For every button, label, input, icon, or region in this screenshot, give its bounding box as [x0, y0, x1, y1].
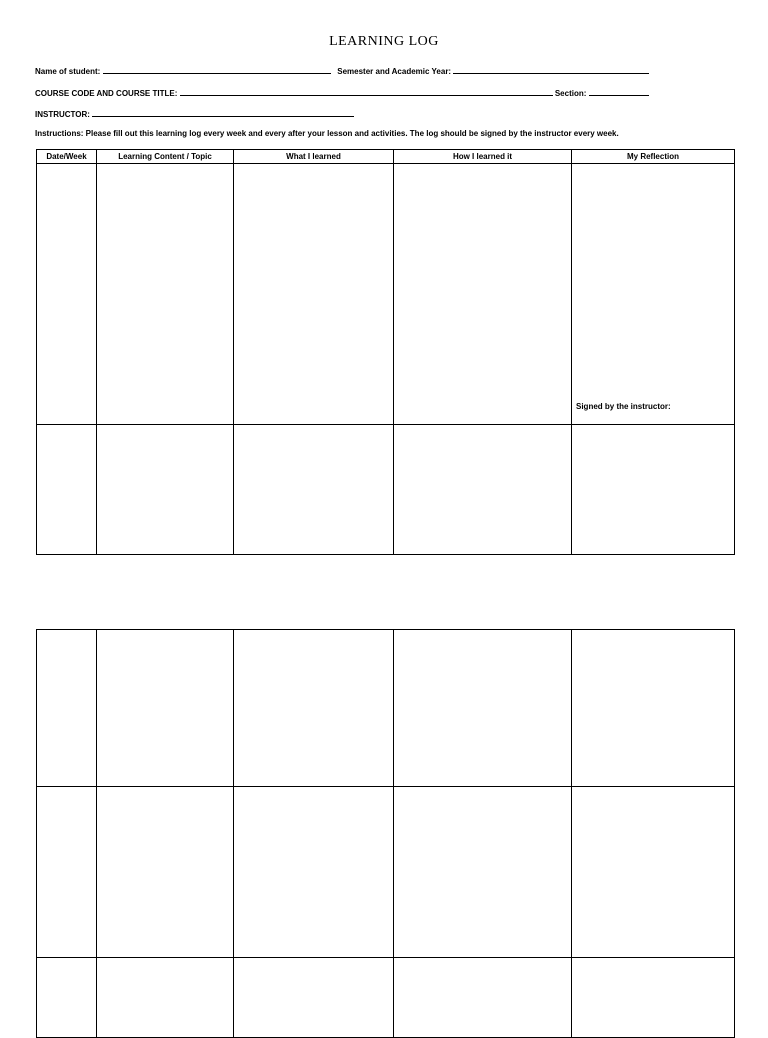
what-i-learned-cell[interactable] [234, 425, 394, 555]
how-i-learned-cell[interactable] [394, 630, 572, 787]
what-i-learned-cell[interactable] [234, 630, 394, 787]
section-label: Section: [554, 89, 587, 98]
how-i-learned-cell[interactable] [394, 958, 572, 1038]
my-reflection-cell[interactable] [572, 787, 735, 958]
instructions-text: Instructions: Please fill out this learning log every week and every after your lesson and activities. The log should be signed by the instructor every week. [35, 129, 619, 138]
learning-log-table-top [36, 149, 735, 555]
header-what-i-learned: What I learned [234, 150, 394, 164]
name-of-student-blank[interactable] [103, 64, 331, 74]
my-reflection-cell[interactable] [572, 958, 735, 1038]
name-of-student-label: Name of student: [35, 67, 101, 76]
course-section-row [35, 86, 649, 98]
table-row [37, 630, 735, 787]
header-how-i-learned: How I learned it [394, 150, 572, 164]
semester-year-label: Semester and Academic Year: [337, 67, 452, 76]
my-reflection-cell[interactable] [572, 425, 735, 555]
my-reflection-cell[interactable] [572, 164, 735, 425]
header-my-reflection: My Reflection [572, 150, 735, 164]
learning-content-cell[interactable] [97, 958, 234, 1038]
table-row [37, 787, 735, 958]
my-reflection-cell[interactable] [572, 630, 735, 787]
table-row [37, 958, 735, 1038]
date-week-cell[interactable] [37, 630, 97, 787]
page-title: LEARNING LOG [329, 34, 439, 49]
instructor-row [35, 107, 354, 119]
how-i-learned-cell[interactable] [394, 787, 572, 958]
section-blank[interactable] [589, 86, 649, 96]
signed-by-instructor-label: Signed by the instructor: [576, 402, 671, 411]
date-week-cell[interactable] [37, 958, 97, 1038]
what-i-learned-cell[interactable] [234, 958, 394, 1038]
learning-log-table-bottom [36, 629, 735, 1038]
instructor-label: INSTRUCTOR: [35, 110, 90, 119]
how-i-learned-cell[interactable] [394, 164, 572, 425]
learning-content-cell[interactable] [97, 787, 234, 958]
table-header-row [37, 150, 735, 164]
what-i-learned-cell[interactable] [234, 164, 394, 425]
date-week-cell[interactable] [37, 164, 97, 425]
learning-content-cell[interactable] [97, 164, 234, 425]
course-code-title-blank[interactable] [180, 86, 553, 96]
table-row [37, 164, 735, 425]
what-i-learned-cell[interactable] [234, 787, 394, 958]
how-i-learned-cell[interactable] [394, 425, 572, 555]
date-week-cell[interactable] [37, 787, 97, 958]
student-semester-row [35, 64, 649, 76]
header-learning-content: Learning Content / Topic [97, 150, 234, 164]
learning-content-cell[interactable] [97, 630, 234, 787]
date-week-cell[interactable] [37, 425, 97, 555]
semester-year-blank[interactable] [453, 64, 649, 74]
course-code-title-label: COURSE CODE AND COURSE TITLE: [35, 89, 178, 98]
header-date-week: Date/Week [37, 150, 97, 164]
instructor-blank[interactable] [92, 107, 354, 117]
table-row [37, 425, 735, 555]
learning-content-cell[interactable] [97, 425, 234, 555]
